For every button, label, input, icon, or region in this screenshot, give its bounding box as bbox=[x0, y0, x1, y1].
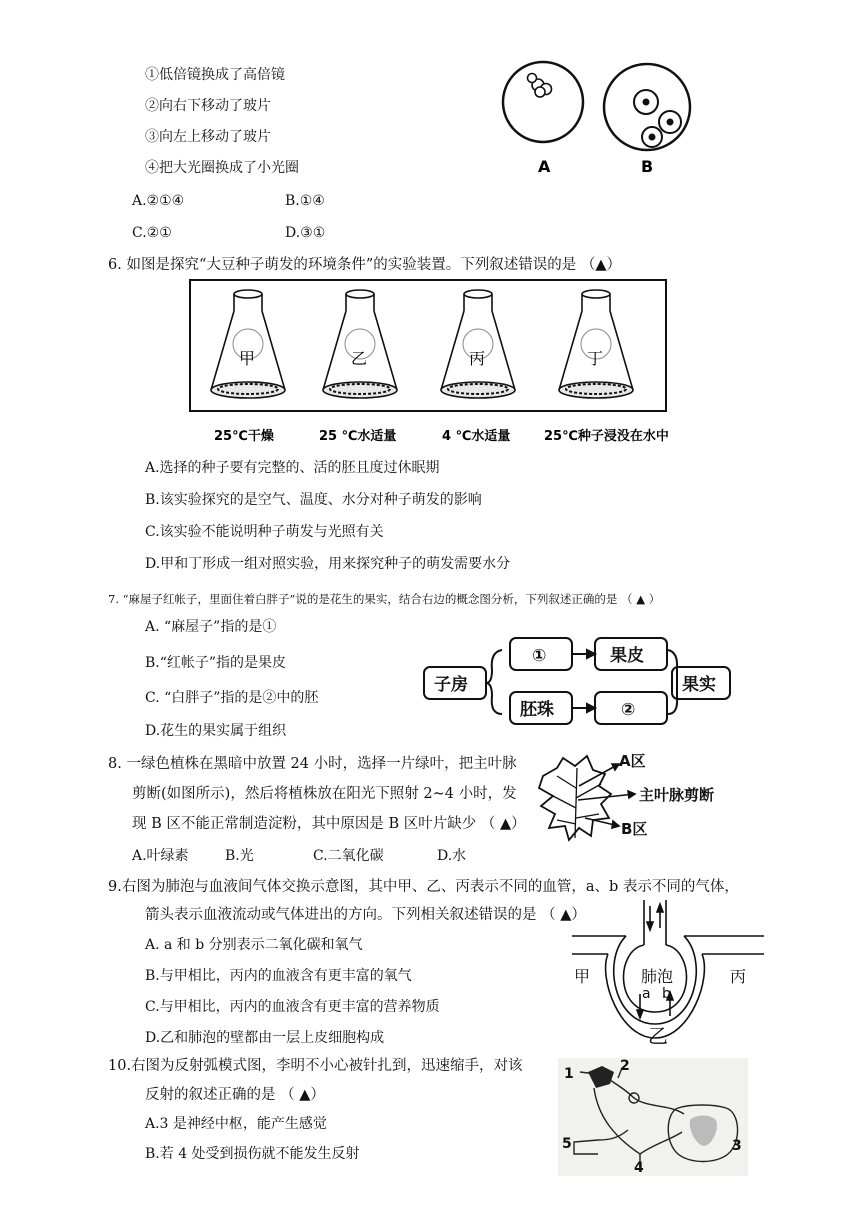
zone-a-label: A区 bbox=[619, 752, 646, 770]
q10-line-2: 反射的叙述正确的是 （ ▲） bbox=[145, 1087, 325, 1103]
label-5: 5 bbox=[562, 1136, 572, 1152]
flask-bing-label: 丙 bbox=[469, 349, 486, 368]
alveolus-label: 肺泡 bbox=[641, 967, 674, 986]
leaf-figure bbox=[535, 748, 767, 848]
q9-choice-a: A. a 和 b 分别表示二氧化碳和氧气 bbox=[145, 937, 363, 953]
node-two-label: ② bbox=[621, 700, 636, 720]
field-a-label: A bbox=[538, 157, 551, 176]
condition-yi: 25 ℃水适量 bbox=[319, 429, 397, 444]
pericarp-label: 果皮 bbox=[610, 646, 644, 666]
q9-line-1: 9.右图为肺泡与血液间气体交换示意图，其中甲、乙、丙表示不同的血管，a、b 表示不同的气体， bbox=[108, 879, 739, 895]
condition-jia: 25℃干燥 bbox=[214, 429, 274, 444]
q7-stem: 7. “麻屋子红帐子，里面住着白胖子”说的是花生的果实，结合右边的概念图分析，下列叙述正确的是 （ ▲ ） bbox=[108, 592, 661, 606]
q8-line-3: 现 B 区不能正常制造淀粉，其中原因是 B 区叶片缺少 （ ▲） bbox=[132, 816, 526, 832]
gas-a-label: a bbox=[642, 986, 651, 1002]
vessel-yi-label: 乙 bbox=[648, 1024, 668, 1048]
q9-choice-d: D.乙和肺泡的壁都由一层上皮细胞构成 bbox=[145, 1030, 385, 1046]
label-4: 4 bbox=[634, 1160, 644, 1176]
q8-choice-d: D.水 bbox=[437, 848, 467, 864]
flask-ding-label: 丁 bbox=[587, 349, 604, 368]
seed-germination-figure bbox=[188, 278, 670, 446]
q10-choice-b: B.若 4 处受到损伤就不能发生反射 bbox=[145, 1146, 360, 1162]
label-2: 2 bbox=[620, 1058, 630, 1074]
q5-choice-b: B.①④ bbox=[285, 193, 325, 209]
q8-choice-b: B.光 bbox=[225, 848, 254, 864]
q7-choice-a: A. “麻屋子”指的是① bbox=[145, 619, 277, 635]
q8-choice-c: C.二氧化碳 bbox=[313, 848, 384, 864]
gas-b-label: b bbox=[662, 986, 671, 1002]
ovule-label: 胚珠 bbox=[520, 700, 554, 720]
flask-jia-label: 甲 bbox=[239, 349, 256, 368]
peanut-concept-map bbox=[420, 630, 735, 732]
field-a-cells bbox=[528, 74, 552, 98]
q5-option-4: ④把大光圈换成了小光圈 bbox=[145, 160, 299, 176]
flask-yi-label: 乙 bbox=[351, 349, 368, 368]
q8-line-1: 8. 一绿色植株在黑暗中放置 24 小时，选择一片绿叶，把主叶脉 bbox=[108, 756, 517, 772]
q7-choice-b: B.“红帐子”指的是果皮 bbox=[145, 655, 287, 671]
condition-ding: 25℃种子浸没在水中 bbox=[544, 429, 669, 444]
zone-b-label: B区 bbox=[621, 820, 648, 838]
q10-line-1: 10.右图为反射弧模式图，李明不小心被针扎到，迅速缩手，对该 bbox=[108, 1058, 523, 1074]
vein-cut-label: 主叶脉剪断 bbox=[639, 786, 715, 804]
reflex-arc-figure bbox=[558, 1058, 748, 1176]
q6-choice-b: B.该实验探究的是空气、温度、水分对种子萌发的影响 bbox=[145, 492, 482, 508]
q5-option-1: ①低倍镜换成了高倍镜 bbox=[145, 67, 285, 83]
field-a-circle bbox=[503, 62, 583, 142]
q7-choice-c: C. “白胖子”指的是②中的胚 bbox=[145, 690, 319, 706]
q6-stem: 6. 如图是探究“大豆种子萌发的环境条件”的实验装置。下列叙述错误的是 （▲） bbox=[108, 257, 622, 273]
ovary-label: 子房 bbox=[434, 675, 468, 695]
q5-option-3: ③向左上移动了玻片 bbox=[145, 129, 271, 145]
q6-choice-d: D.甲和丁形成一组对照实验，用来探究种子的萌发需要水分 bbox=[145, 556, 511, 572]
q5-choice-d: D.③① bbox=[285, 225, 326, 241]
field-b-label: B bbox=[641, 157, 654, 176]
field-b-cells bbox=[634, 90, 681, 147]
label-1: 1 bbox=[564, 1066, 574, 1082]
microscope-field-figure bbox=[500, 60, 700, 185]
q7-choice-d: D.花生的果实属于组织 bbox=[145, 723, 287, 739]
q9-choice-c: C.与甲相比，丙内的血液含有更丰富的营养物质 bbox=[145, 999, 440, 1015]
q5-choice-a: A.②①④ bbox=[132, 193, 185, 209]
q6-choice-c: C.该实验不能说明种子萌发与光照有关 bbox=[145, 524, 384, 540]
q10-choice-a: A.3 是神经中枢，能产生感觉 bbox=[145, 1116, 327, 1132]
label-3: 3 bbox=[732, 1138, 742, 1154]
q5-choice-c: C.②① bbox=[132, 225, 172, 241]
vessel-jia-label: 甲 bbox=[574, 967, 591, 986]
q9-line-2: 箭头表示血液流动或气体进出的方向。下列相关叙述错误的是 （ ▲） bbox=[145, 907, 586, 923]
condition-bing: 4 ℃水适量 bbox=[442, 429, 511, 444]
vessel-bing-label: 丙 bbox=[730, 967, 747, 986]
q9-choice-b: B.与甲相比，丙内的血液含有更丰富的氧气 bbox=[145, 968, 412, 984]
fruit-label: 果实 bbox=[682, 675, 716, 695]
alveolus-gas-exchange-figure bbox=[568, 900, 768, 1050]
q8-choice-a: A.叶绿素 bbox=[132, 848, 189, 864]
q5-option-2: ②向右下移动了玻片 bbox=[145, 98, 271, 114]
q8-line-2: 剪断(如图所示)，然后将植株放在阳光下照射 2~4 小时，发 bbox=[132, 786, 517, 802]
node-one-label: ① bbox=[532, 646, 547, 666]
q6-choice-a: A.选择的种子要有完整的、活的胚且度过休眠期 bbox=[145, 460, 440, 476]
